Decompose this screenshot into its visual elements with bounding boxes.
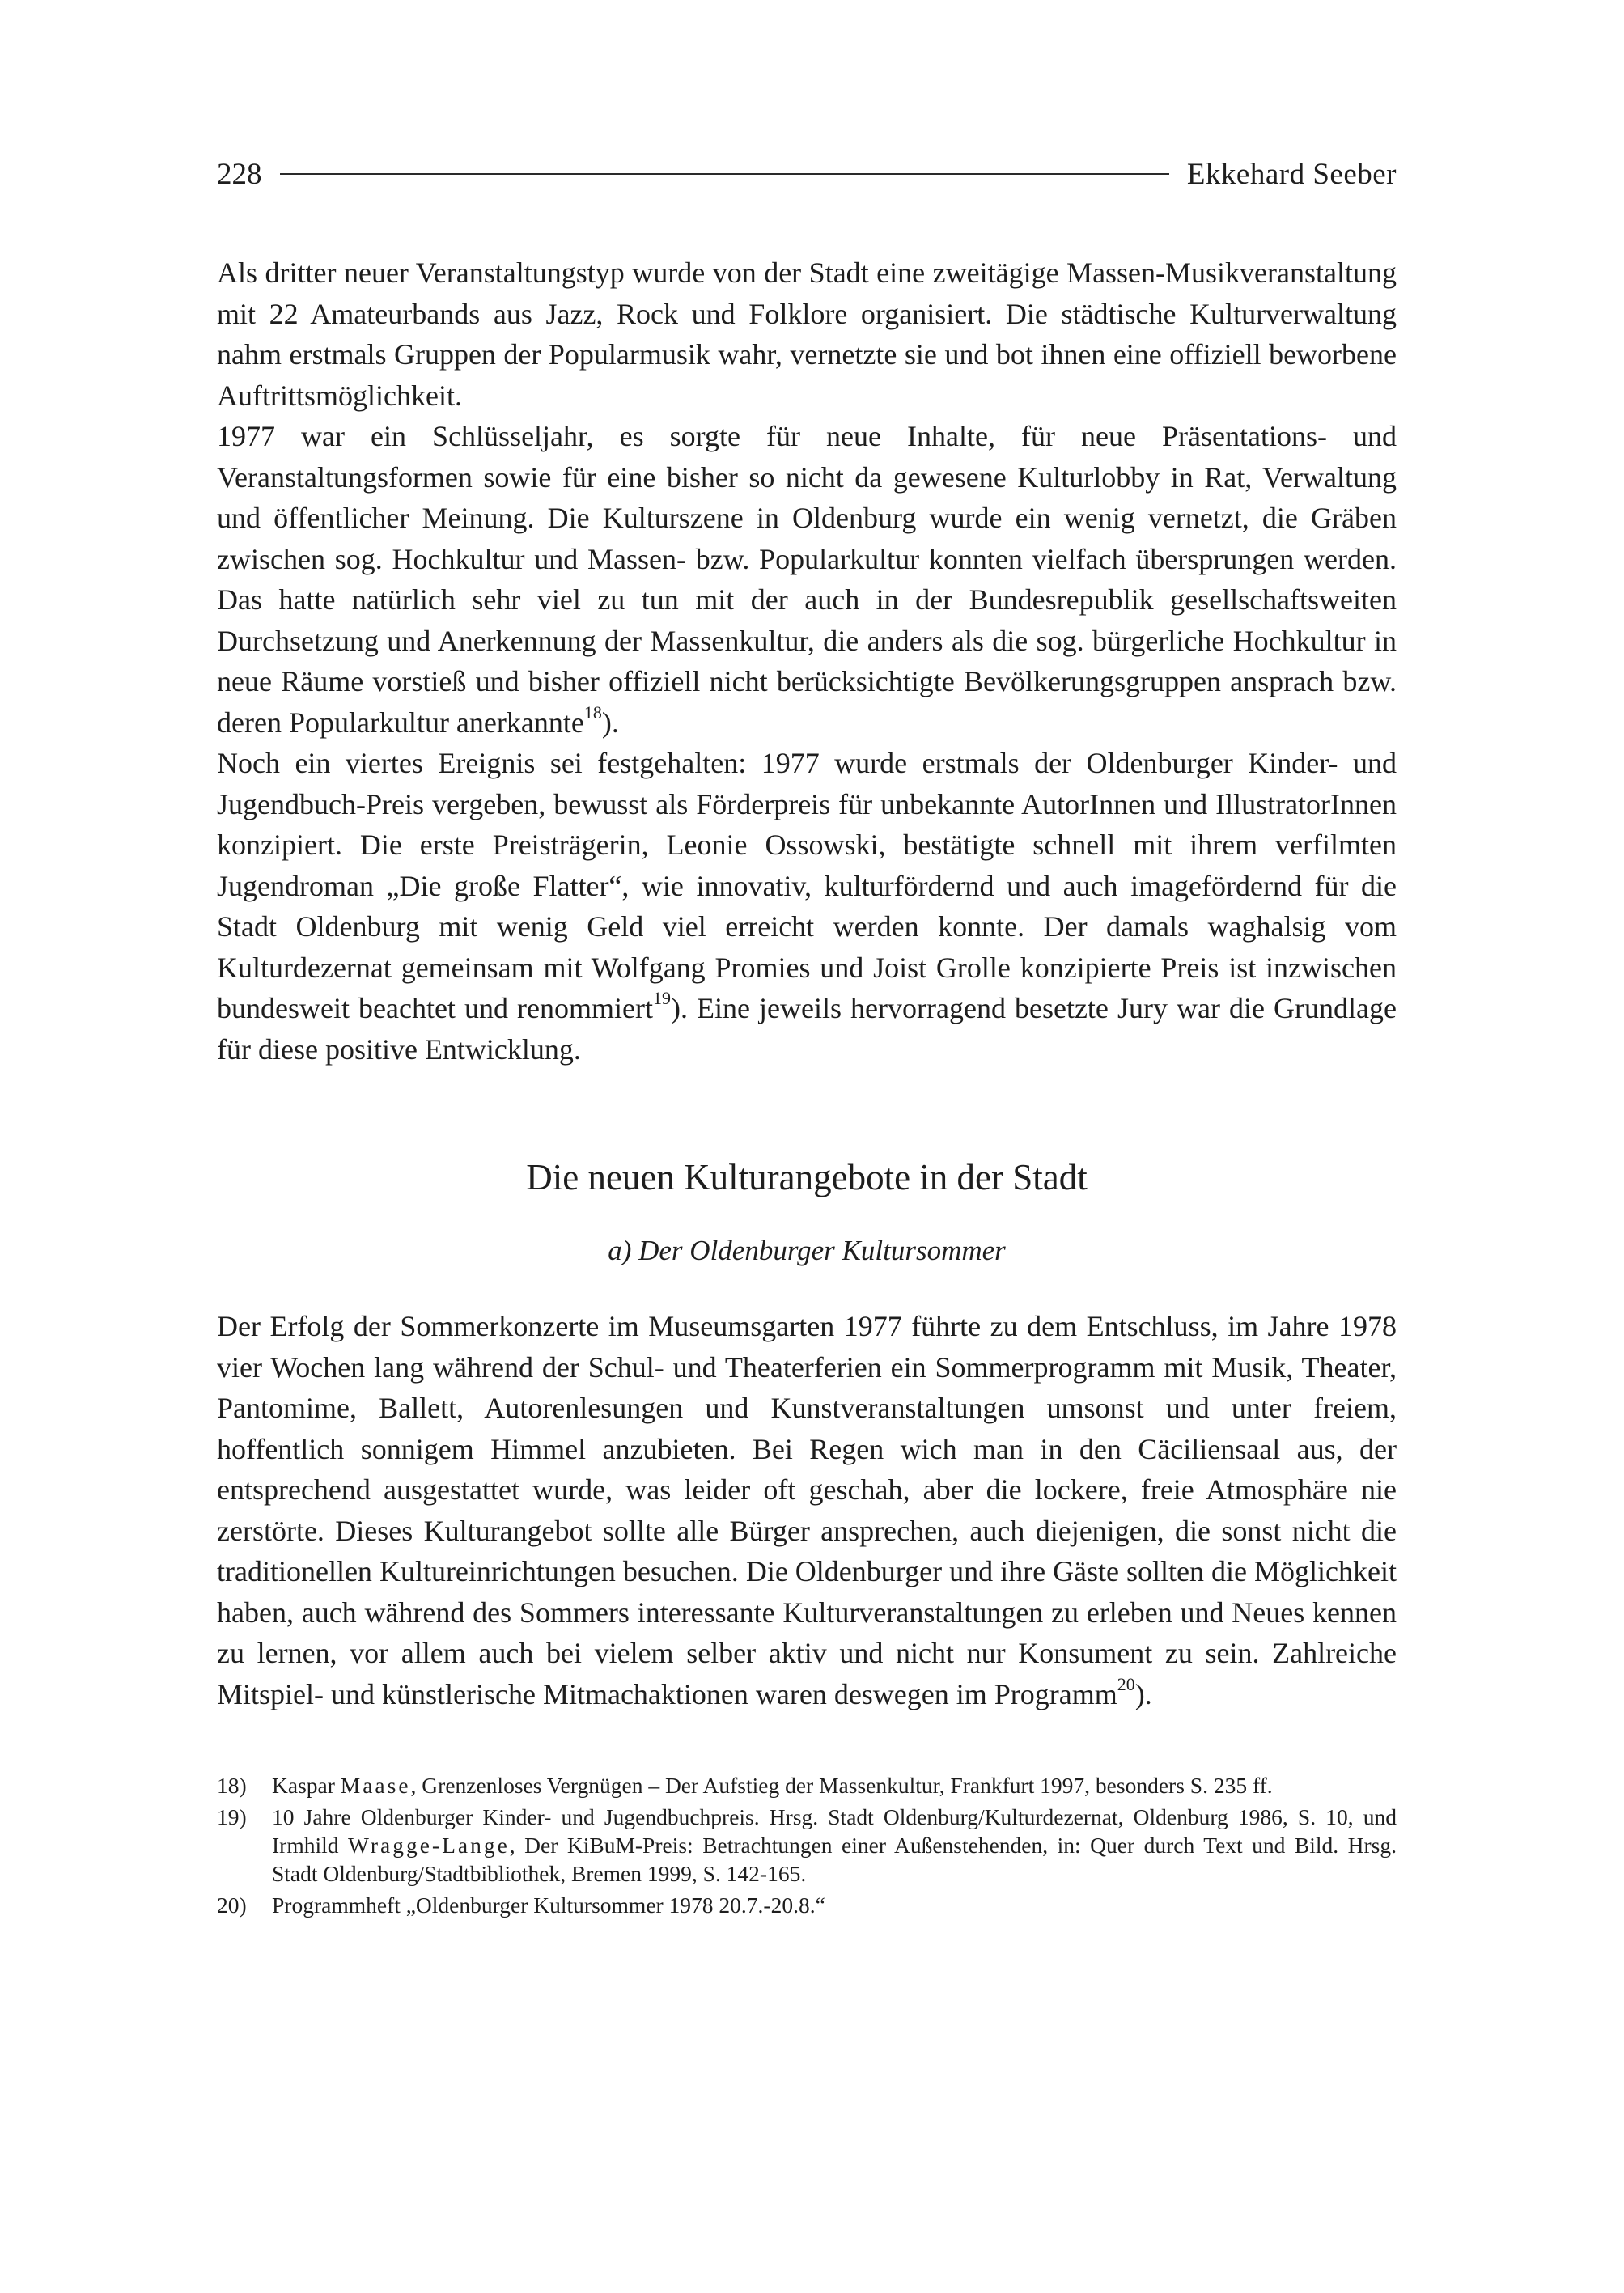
paragraph [217, 252, 1397, 416]
running-header-author: Ekkehard Seeber [1186, 157, 1397, 191]
footnote-ref[interactable]: 20 [1117, 1673, 1135, 1694]
paragraph [217, 743, 1397, 1070]
footnote-18 [217, 1771, 1397, 1799]
footnote-ref[interactable]: 19 [652, 988, 671, 1008]
footnote-text: Programmheft „Oldenburger Kultursommer 1978 20.7.-20.8.“ [272, 1892, 825, 1918]
paragraph-text: Noch ein viertes Ereignis sei festgehalten: 1977 wurde erstmals der Oldenburger Kinder- und Jugendbuch-Preis vergeben, bewusst als Förderpreis für unbekannte AutorInnen und IllustratorInnen konzipiert. Die erste Preisträgerin, Leonie Ossowski, bestätigte schnell mit ihrem verfilmten Jugendroman „Die große Flatter“, wie innovativ, kulturfördernd und auch imagefördernd für die Stadt Oldenburg mit wenig Geld viel erreicht werden konnte. Der damals waghalsig vom Kulturdezernat gemeinsam mit Wolfgang Promies und Joist Grolle konzipierte Preis ist inzwischen bundesweit beachtet und renommiert [217, 747, 1397, 1024]
author-name: Wragge-Lange [347, 1833, 510, 1858]
footnote-number: 19) [217, 1804, 247, 1829]
footnote-text: Kaspar Maase, Grenzenloses Vergnügen – Der Aufstieg der Massenkultur, Frankfurt 1997, besonders S. 235 ff. [272, 1773, 1273, 1798]
author-name: Maase [340, 1773, 411, 1798]
paragraph-text: ). Eine jeweils hervorragend besetzte Jury war die Grundlage für diese positive Entwicklung. [217, 992, 1397, 1066]
header-rule [280, 173, 1169, 175]
paragraph [217, 416, 1397, 743]
paragraph [217, 1306, 1397, 1714]
page-number: 228 [217, 157, 262, 191]
paragraph-text: ). [1134, 1677, 1152, 1710]
running-header [217, 154, 1397, 194]
paragraph-text: Der Erfolg der Sommerkonzerte im Museumsgarten 1977 führte zu dem Entschluss, im Jahre 1978 vier Wochen lang während der Schul- und Theaterferien ein Sommerprogramm mit Musik, Theater, Pantomime, Ballett, Autorenlesungen und Kunstveranstaltungen umsonst und unter freiem, hoffentlich sonnigem Himmel anzubieten. Bei Regen wich man in den Cäciliensaal aus, der entsprechend ausgestattet wurde, was leider oft geschah, aber die lockere, freie Atmosphäre nie zerstörte. Dieses Kulturangebot sollte alle Bürger ansprechen, auch diejenigen, die sonst nicht die traditionellen Kultureinrichtungen besuchen. Die Oldenburger und ihre Gäste sollten die Möglichkeit haben, auch während des Sommers interessante Kulturveranstaltungen zu erleben und Neues kennen zu lernen, vor allem auch bei vielem selber aktiv und nicht nur Konsument zu sein. Zahlreiche Mitspiel- und künstlerische Mitmachaktionen waren deswegen im Programm [217, 1310, 1397, 1710]
page [217, 154, 1397, 1922]
main-text [217, 252, 1397, 1714]
subsection-title: a) Der Oldenburger Kultursommer [608, 1235, 1006, 1266]
footnote-text: 10 Jahre Oldenburger Kinder- und Jugendbuchpreis. Hrsg. Stadt Oldenburg/Kulturdezernat, Oldenburg 1986, S. 10, und Irmhild Wragge-Lange, Der KiBuM-Preis: Betrachtungen einer Außenstehenden, in: Quer durch Text und Bild. Hrsg. Stadt Oldenburg/Stadtbibliothek, Bremen 1999, S. 142-165. [272, 1804, 1397, 1886]
footnote-19 [217, 1803, 1397, 1888]
paragraph-text: 1977 war ein Schlüsseljahr, es sorgte für neue Inhalte, für neue Präsentations- und Veranstaltungsformen sowie für eine bisher so nicht da gewesene Kulturlobby in Rat, Verwaltung und öffentlicher Meinung. Die Kulturszene in Oldenburg wurde ein wenig vernetzt, die Gräben zwischen sog. Hochkultur und Massen- bzw. Popularkultur konnten vielfach übersprungen werden. Das hatte natürlich sehr viel zu tun mit der auch in der Bundesrepublik gesellschaftsweiten Durchsetzung und Anerkennung der Massenkultur, die anders als die sog. bürgerliche Hochkultur in neue Räume vorstieß und bisher offiziell nicht berücksichtigte Bevölkerungsgruppen ansprach bzw. deren Popularkultur anerkannte [217, 420, 1397, 739]
footnotes [217, 1771, 1397, 1919]
footnote-number: 20) [217, 1892, 247, 1918]
section-body [217, 1306, 1397, 1714]
paragraph-text: Als dritter neuer Veranstaltungstyp wurde von der Stadt eine zweitägige Massen-Musikveranstaltung mit 22 Amateurbands aus Jazz, Rock und Folklore organisiert. Die städtische Kulturverwaltung nahm erstmals Gruppen der Popularmusik wahr, vernetzte sie und bot ihnen eine offiziell beworbene Auftrittsmöglichkeit. [217, 256, 1397, 412]
paragraph-text: ). [601, 706, 619, 739]
section-title: Die neuen Kulturangebote in der Stadt [526, 1157, 1088, 1197]
footnote-ref[interactable]: 18 [583, 701, 602, 723]
footnote-number: 18) [217, 1773, 247, 1798]
footnote-20 [217, 1891, 1397, 1919]
